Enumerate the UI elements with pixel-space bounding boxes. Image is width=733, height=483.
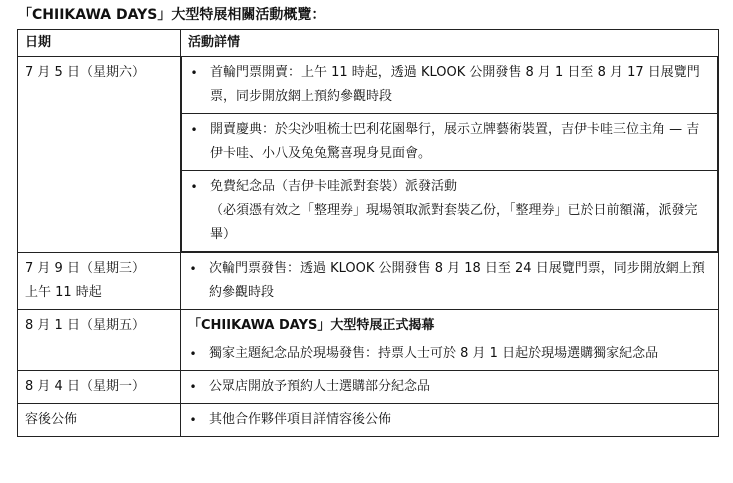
item-text: 免費紀念品（吉伊卡哇派對套裝）派發活動 [210, 179, 458, 194]
date-text: 7 月 5 日（星期六） [25, 65, 145, 80]
bullet-icon: • [190, 180, 198, 194]
details-cell [181, 310, 719, 371]
date-cell [18, 404, 181, 437]
bullet-icon: • [190, 123, 198, 137]
bullet-icon: • [189, 262, 197, 276]
bullet-icon: • [189, 347, 197, 361]
bullet-icon: • [190, 66, 198, 80]
list-item [181, 404, 718, 436]
table-row [18, 371, 719, 404]
date-cell [18, 371, 181, 404]
time-text: 上午 11 時起 [25, 285, 102, 300]
date-text: 8 月 1 日（星期五） [25, 318, 145, 333]
page-title: 「CHIIKAWA DAYS」大型特展相關活動概覽： [18, 7, 326, 23]
table-row [18, 57, 719, 253]
table-row [18, 404, 719, 437]
item-text: 開賣慶典：於尖沙咀梳士巴利花園舉行，展示立牌藝術裝置，吉伊卡哇三位主角 — 吉伊卡哇、小八及兔兔驚喜現身見面會。 [210, 122, 700, 161]
date-text: 8 月 4 日（星期一） [25, 379, 145, 394]
date-cell [18, 310, 181, 371]
item-text: 公眾店開放予預約人士選購部分紀念品 [209, 379, 431, 394]
table-row [18, 310, 719, 371]
date-text: 容後公佈 [25, 412, 78, 427]
details-cell [181, 404, 719, 437]
list-item [182, 114, 717, 170]
table-row [18, 253, 719, 310]
events-table [17, 29, 719, 437]
bullet-icon: • [189, 380, 197, 394]
date-cell [18, 253, 181, 310]
details-cell [181, 371, 719, 404]
event-title: 「CHIIKAWA DAYS」大型特展正式揭幕 [188, 318, 435, 333]
list-item [181, 253, 718, 309]
column-header-details: 活動詳情 [181, 30, 719, 57]
details-cell [181, 253, 719, 310]
list-item [181, 338, 718, 370]
item-text: 其他合作夥伴項目詳情容後公佈 [209, 412, 392, 427]
date-text: 7 月 9 日（星期三） [25, 261, 145, 276]
column-header-date: 日期 [18, 30, 181, 57]
table-header-row [18, 30, 719, 57]
details-cell [181, 57, 719, 253]
item-text: 首輪門票開賣：上午 11 時起，透過 KLOOK 公開發售 8 月 1 日至 8 月 17 日展覽門票，同步開放網上預約參觀時段 [210, 65, 700, 104]
list-item [181, 371, 718, 403]
item-note: （必須憑有效之「整理券」現場領取派對套裝乙份，「整理券」已於日前額滿，派發完畢） [210, 203, 698, 242]
list-item [182, 57, 717, 113]
bullet-icon: • [189, 413, 197, 427]
item-text: 次輪門票發售：透過 KLOOK 公開發售 8 月 18 日至 24 日展覽門票，同步開放網上預約參觀時段 [209, 261, 705, 300]
item-text: 獨家主題紀念品於現場發售：持票人士可於 8 月 1 日起於現場選購獨家紀念品 [209, 346, 659, 361]
list-item [182, 171, 717, 251]
date-cell [18, 57, 181, 253]
